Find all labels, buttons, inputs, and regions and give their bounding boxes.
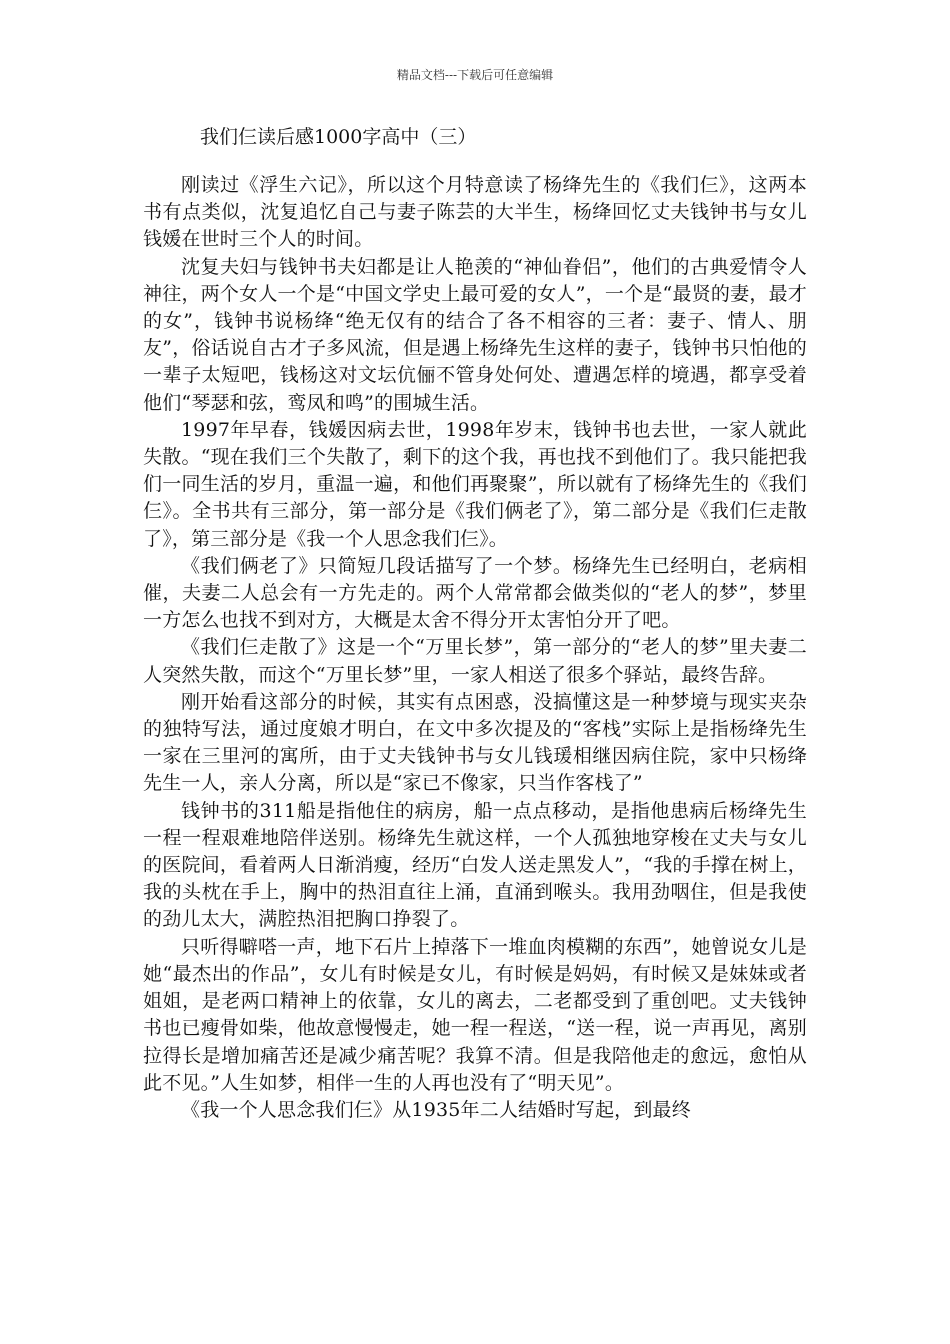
paragraph: 刚读过《浮生六记》，所以这个月特意读了杨绛先生的《我们仨》，这两本书有点类似，沈复追忆自己与妻子陈芸的大半生，杨绛回忆丈夫钱钟书与女儿钱媛在世时三个人的时间。 — [143, 174, 807, 251]
paragraph: 刚开始看这部分的时候，其实有点困惑，没搞懂这是一种梦境与现实夹杂的独特写法，通过度娘才明白，在文中多次提及的“客栈”实际上是指杨绛先生一家在三里河的寓所，由于丈夫钱钟书与女儿钱瑗相继因病住院，家中只杨绛先生一人，亲人分离，所以是“家已不像家，只当作客栈了” — [143, 690, 807, 795]
paragraph: 1997年早春，钱媛因病去世，1998年岁末，钱钟书也去世，一家人就此失散。“现在我们三个失散了，剩下的这个我，再也找不到他们了。我只能把我们一同生活的岁月，重温一遍，和他们再聚聚”，所以就有了杨绛先生的《我们仨》。全书共有三部分，第一部分是《我们俩老了》，第二部分是《我们仨走散了》，第三部分是《我一个人思念我们仨》。 — [143, 418, 807, 550]
document-body — [143, 172, 807, 1124]
paragraph: 沈复夫妇与钱钟书夫妇都是让人艳羡的“神仙眷侣”，他们的古典爱情令人神往，两个女人一个是“中国文学史上最可爱的女人”，一个是“最贤的妻，最才的女”，钱钟书说杨绛“绝无仅有的结合了各不相容的三者：妻子、情人、朋友”，俗话说自古才子多风流，但是遇上杨绛先生这样的妻子，钱钟书只怕他的一辈子太短吧，钱杨这对文坛伉俪不管身处何处、遭遇怎样的境遇，都享受着他们“琴瑟和弦，鸾凤和鸣”的围城生活。 — [143, 255, 807, 414]
paragraph: 《我一个人思念我们仨》从1935年二人结婚时写起，到最终 — [181, 1098, 691, 1121]
document-title: 我们仨读后感1000字高中（三） — [200, 126, 477, 148]
page-header: 精品文档---下载后可任意编辑 — [396, 68, 554, 82]
paragraph: 钱钟书的311船是指他住的病房，船一点点移动，是指他患病后杨绛先生一程一程艰难地陪伴送别。杨绛先生就这样，一个人孤独地穿梭在丈夫与女儿的医院间，看着两人日渐消瘦，经历“白发人送走黑发人”，“我的手撑在树上，我的头枕在手上，胸中的热泪直往上涌，直涌到喉头。我用劲咽住，但是我使的劲儿太大，满腔热泪把胸口挣裂了。 — [143, 799, 807, 931]
paragraph: 只听得噼嗒一声，地下石片上掉落下一堆血肉模糊的东西”，她曾说女儿是她“最杰出的作品”，女儿有时候是女儿，有时候是妈妈，有时候又是妹妹或者姐姐，是老两口精神上的依靠，女儿的离去，二老都受到了重创吧。丈夫钱钟书也已瘦骨如柴，他故意慢慢走，她一程一程送，“送一程，说一声再见，离别拉得长是增加痛苦还是减少痛苦呢？我算不清。但是我陪他走的愈远，愈怕从此不见。”人生如梦，相伴一生的人再也没有了“明天见”。 — [143, 935, 807, 1094]
paragraph: 《我们俩老了》只简短几段话描写了一个梦。杨绛先生已经明白，老病相催，夫妻二人总会有一方先走的。两个人常常都会做类似的“老人的梦”，梦里一方怎么也找不到对方，大概是太舍不得分开太害怕分开了吧。 — [143, 554, 807, 632]
paragraph: 《我们仨走散了》这是一个“万里长梦”，第一部分的“老人的梦”里夫妻二人突然失散，而这个“万里长梦”里，一家人相送了很多个驿站，最终告辞。 — [143, 636, 807, 686]
